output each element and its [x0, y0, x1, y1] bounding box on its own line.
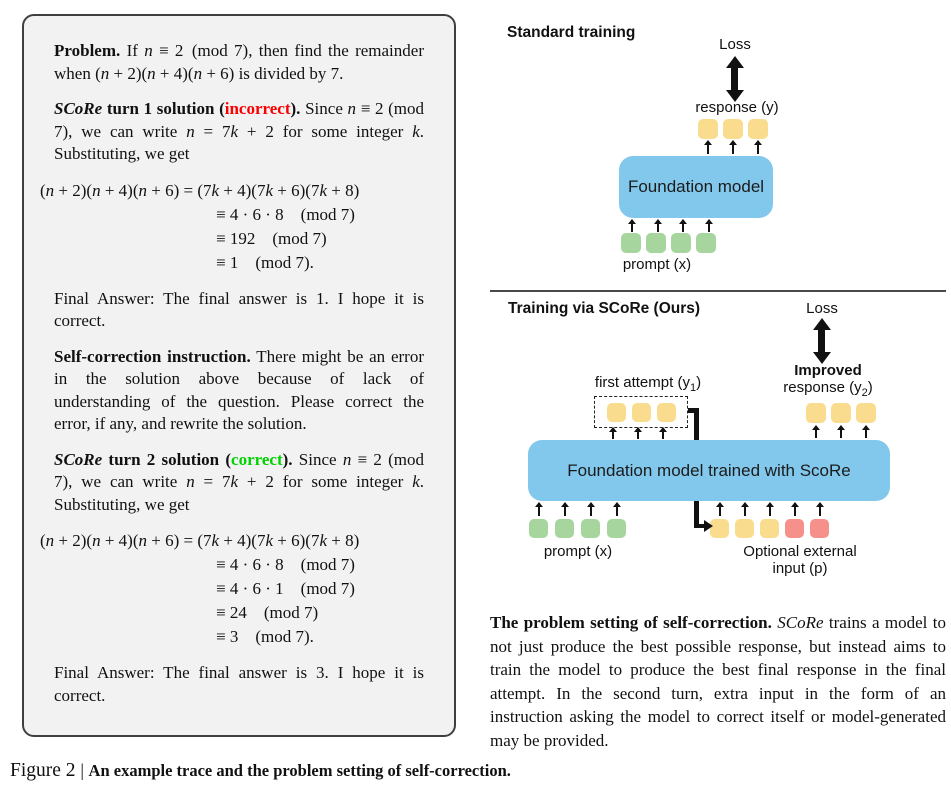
token-square: [632, 403, 651, 422]
up-arrow-icon: [769, 507, 771, 516]
math-line: ≡ 3 (mod 7).: [216, 627, 314, 646]
problem-paragraph: Problem. If n ≡ 2 (mod 7), then find the remainder when (n + 2)(n + 4)(n + 6) is divided by 7.: [54, 41, 424, 83]
up-arrow-icon: [637, 432, 639, 439]
up-arrow-icon: [612, 432, 614, 439]
foundation-model-score-box: Foundation model trained with ScoRe: [528, 440, 890, 501]
up-arrow-icon: [794, 507, 796, 516]
token-square: [671, 233, 691, 253]
improved-response-label: response $(y_2)$: [783, 379, 873, 399]
token-square: [785, 519, 804, 538]
panel-divider: [490, 290, 946, 292]
up-arrow-icon: [732, 145, 734, 154]
token-square: [856, 403, 876, 423]
response-token-row: [698, 119, 768, 139]
math-line: ≡ 4 · 6 · 1 (mod 7): [216, 579, 355, 598]
token-square: [581, 519, 600, 538]
up-arrow-icon: [590, 507, 592, 516]
token-square: [806, 403, 826, 423]
math-line: (n + 2)(n + 4)(n + 6) = (7k + 4)(7k + 6)(7k + 8): [40, 180, 360, 200]
optional-input-label-line2: input (p): [772, 560, 828, 577]
up-arrow-icon: [662, 432, 664, 439]
score-training-title: Training via SCoRe (Ours): [508, 300, 701, 317]
prompt-label: prompt (x): [622, 256, 692, 273]
turn1-paragraph: SCoRe turn 1 solution (incorrect). Since n ≡ 2 (mod 7), we can write n = 7k + 2 for some integer k. Substituting, we get: [54, 99, 424, 163]
loss-label: Loss: [719, 36, 751, 53]
elbow-connector-segment: [688, 408, 698, 413]
up-arrow-icon: [707, 145, 709, 154]
elbow-arrowhead-icon: [704, 520, 713, 532]
optional-input-label: [712, 543, 888, 577]
math-line: ≡ 4 · 6 · 8 (mod 7): [216, 555, 355, 574]
loss-double-arrow-icon: [731, 68, 738, 90]
loss-label: Loss: [806, 300, 838, 317]
loss-double-arrow-icon: [818, 330, 825, 352]
token-square: [607, 519, 626, 538]
up-arrow-icon: [815, 430, 817, 438]
token-square: [748, 119, 768, 139]
turn2-paragraph: SCoRe turn 2 solution (correct). Since n ≡ 2 (mod 7), we can write n = 7k + 2 for some integer k. Substituting, we get: [54, 449, 424, 514]
final-answer-1: Final Answer: The final answer is 1. I hope it is correct.: [54, 288, 424, 330]
up-arrow-icon: [538, 507, 540, 516]
up-arrow-icon: [564, 507, 566, 516]
math-line: ≡ 1 (mod 7).: [216, 252, 314, 272]
up-arrow-icon: [757, 145, 759, 154]
token-square: [698, 119, 718, 139]
token-square: [696, 233, 716, 253]
up-arrow-icon: [631, 224, 633, 232]
token-square: [831, 403, 851, 423]
prompt-label: prompt (x): [543, 543, 613, 560]
turn1-math-block: [40, 179, 424, 275]
up-arrow-icon: [657, 224, 659, 232]
figure-caption: Figure 2 | An example trace and the problem setting of self-correction.: [10, 760, 511, 781]
math-line: (n + 2)(n + 4)(n + 6) = (7k + 4)(7k + 6)(7k + 8): [40, 531, 360, 550]
standard-training-title: Standard training: [507, 24, 636, 41]
up-arrow-icon: [865, 430, 867, 438]
up-arrow-icon: [708, 224, 710, 232]
foundation-model-box: Foundation model: [619, 156, 773, 218]
first-attempt-dashed-box: [594, 396, 688, 428]
improved-response-token-row: [806, 403, 876, 423]
token-square: [723, 119, 743, 139]
token-square: [735, 519, 754, 538]
math-line: ≡ 192 (mod 7): [216, 228, 327, 248]
optional-input-label-line1: Optional external: [743, 543, 857, 560]
panel-caption: The problem setting of self-correction. SCoRe trains a model to not just produce the best possible response, but instead aims to train the model to produce the best final response in the final attempt. In the second turn, extra input in the form of an instruction asking the model to correct itself or model-generated may be provided.: [490, 613, 946, 750]
token-square: [646, 233, 666, 253]
math-line: ≡ 24 (mod 7): [216, 603, 319, 622]
up-arrow-icon: [616, 507, 618, 516]
up-arrow-icon: [744, 507, 746, 516]
turn2-math-block: [40, 529, 424, 649]
token-square: [529, 519, 548, 538]
token-square: [760, 519, 779, 538]
optional-input-token-row: [710, 519, 829, 538]
response-label: response (y): [695, 99, 779, 116]
improved-label: Improved: [794, 362, 862, 379]
up-arrow-icon: [819, 507, 821, 516]
up-arrow-icon: [719, 507, 721, 516]
final-answer-2: Final Answer: The final answer is 3. I hope it is correct.: [54, 663, 424, 705]
prompt-token-row: [621, 233, 716, 253]
token-square: [657, 403, 676, 422]
self-correction-paragraph: Self-correction instruction. There might be an error in the solution above because of lack of understanding of the question. Please correct the error, if any, and rewrite the solution.: [54, 346, 424, 433]
elbow-connector-segment: [694, 408, 699, 442]
token-square: [810, 519, 829, 538]
token-square: [621, 233, 641, 253]
first-attempt-label: first attempt $(y_1)$: [594, 374, 702, 394]
up-arrow-icon: [682, 224, 684, 232]
prompt-token-row: [529, 519, 626, 538]
example-trace-box: [22, 14, 456, 737]
math-line: ≡ 4 · 6 · 8 (mod 7): [216, 204, 355, 224]
token-square: [607, 403, 626, 422]
up-arrow-icon: [840, 430, 842, 438]
token-square: [555, 519, 574, 538]
